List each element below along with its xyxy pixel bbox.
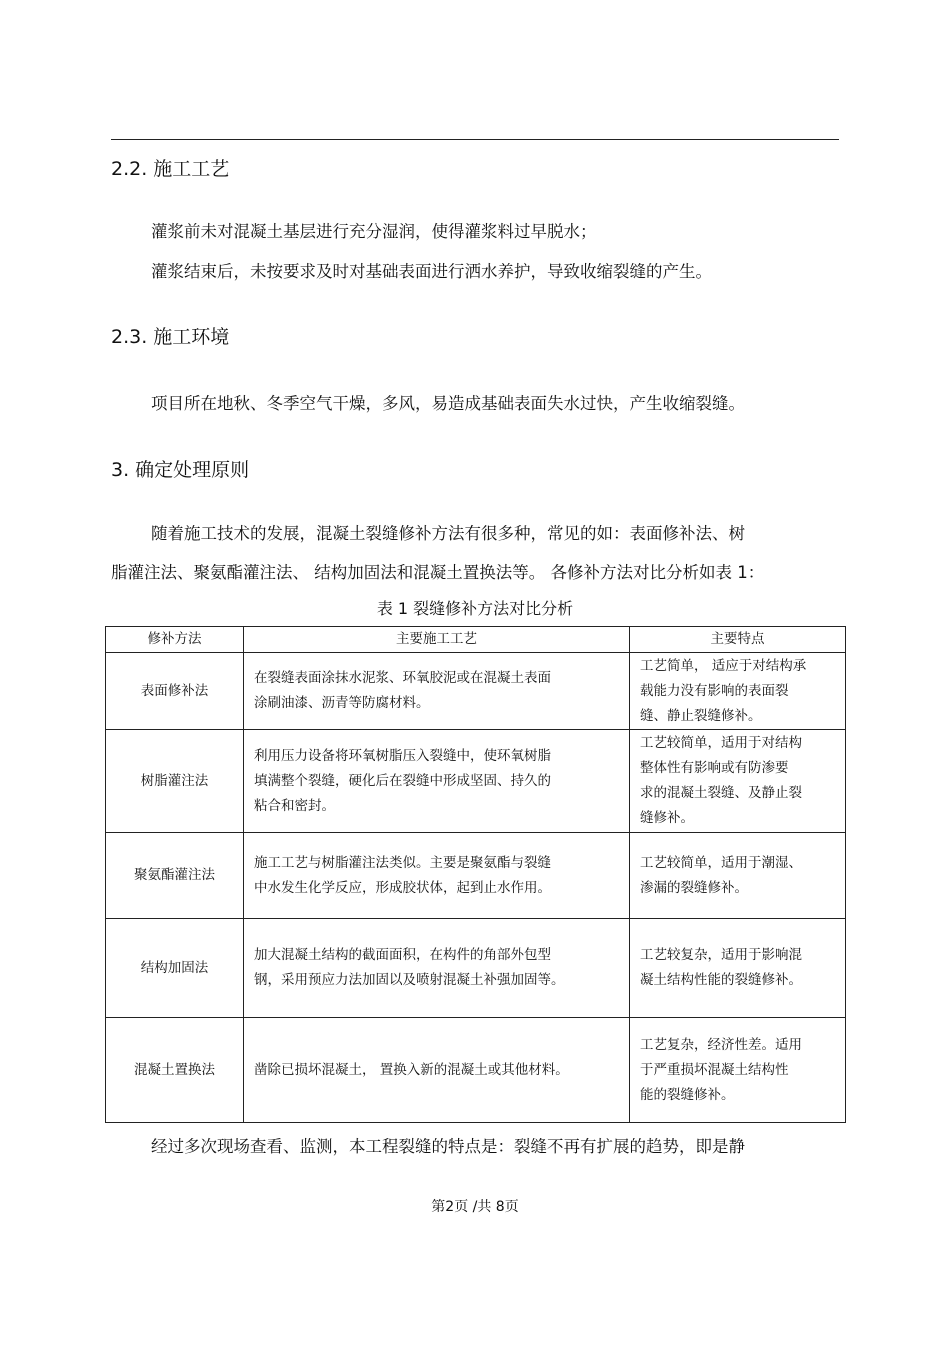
section-3-title: 3. 确定处理原则 xyxy=(111,459,250,481)
method-cell: 树脂灌注法 xyxy=(106,730,244,833)
features-line: 于严重损坏混凝土结构性 xyxy=(640,1061,789,1078)
process-line: 加大混凝土结构的截面面积，在构件的角部外包型 xyxy=(254,947,551,963)
process-line: 涂刷油漆、沥青等防腐材料。 xyxy=(254,695,430,711)
process-cell xyxy=(244,919,630,1018)
table-row xyxy=(106,730,846,833)
features-line: 渗漏的裂缝修补。 xyxy=(640,879,748,896)
section-3-line-2: 脂灌注法、聚氨酯灌注法、 结构加固法和混凝土置换法等。 各修补方法对比分析如表 1： xyxy=(111,563,765,582)
method-cell: 结构加固法 xyxy=(106,919,244,1018)
method-cell: 表面修补法 xyxy=(106,653,244,730)
section-2-2-line-1: 灌浆前未对混凝土基层进行充分湿润，使得灌浆料过早脱水； xyxy=(151,222,597,241)
table-row xyxy=(106,833,846,919)
table-header-row xyxy=(106,627,846,653)
process-line: 粘合和密封。 xyxy=(254,797,335,814)
header-method: 修补方法 xyxy=(106,627,244,653)
method-cell: 聚氨酯灌注法 xyxy=(106,833,244,919)
method-cell: 混凝土置换法 xyxy=(106,1018,244,1123)
table-row xyxy=(106,919,846,1018)
process-line: 钢，采用预应力法加固以及喷射混凝土补强加固等。 xyxy=(254,972,565,988)
section-2-3-title: 2.3. 施工环境 xyxy=(111,326,230,348)
process-line: 施工工艺与树脂灌注法类似。主要是聚氨酯与裂缝 xyxy=(254,854,551,871)
section-2-2-title: 2.2. 施工工艺 xyxy=(111,158,230,180)
process-cell xyxy=(244,730,630,833)
process-line: 利用压力设备将环氧树脂压入裂缝中，使环氧树脂 xyxy=(254,747,551,764)
section-2-3-line-1: 项目所在地秋、冬季空气干燥，多风，易造成基础表面失水过快，产生收缩裂缝。 xyxy=(151,394,745,413)
process-cell xyxy=(244,833,630,919)
features-cell xyxy=(630,833,846,919)
features-line: 工艺较简单，适用于潮湿、 xyxy=(640,854,802,871)
section-3-line-1: 随着施工技术的发展，混凝土裂缝修补方法有很多种，常见的如：表面修补法、树 xyxy=(151,524,745,543)
features-line: 载能力没有影响的表面裂 xyxy=(640,682,789,699)
process-line: 凿除已损坏混凝土， 置换入新的混凝土或其他材料。 xyxy=(254,1061,569,1078)
features-line: 求的混凝土裂缝、及静止裂 xyxy=(640,785,802,801)
features-line: 缝修补。 xyxy=(640,810,694,826)
page-footer: 第2页 /共 8页 xyxy=(431,1199,519,1215)
features-line: 缝、静止裂缝修补。 xyxy=(640,707,762,724)
header-rule xyxy=(111,139,839,140)
features-line: 工艺较复杂，适用于影响混 xyxy=(640,947,802,963)
features-line: 凝土结构性能的裂缝修补。 xyxy=(640,972,802,988)
features-cell xyxy=(630,919,846,1018)
table-row xyxy=(106,653,846,730)
features-line: 能的裂缝修补。 xyxy=(640,1086,735,1103)
process-cell xyxy=(244,1018,630,1123)
features-line: 工艺较简单，适用于对结构 xyxy=(640,735,802,751)
header-features: 主要特点 xyxy=(630,627,846,653)
table-caption: 表 1 裂缝修补方法对比分析 xyxy=(376,599,574,618)
features-line: 整体性有影响或有防渗要 xyxy=(640,760,789,776)
table-row xyxy=(106,1018,846,1123)
section-2-2-line-2: 灌浆结束后，未按要求及时对基础表面进行洒水养护，导致收缩裂缝的产生。 xyxy=(151,262,712,281)
features-cell xyxy=(630,1018,846,1123)
features-line: 工艺简单， 适应于对结构承 xyxy=(640,657,807,674)
process-line: 在裂缝表面涂抹水泥浆、环氧胶泥或在混凝土表面 xyxy=(254,670,551,686)
process-line: 中水发生化学反应，形成胶状体，起到止水作用。 xyxy=(254,879,551,896)
process-cell xyxy=(244,653,630,730)
header-process: 主要施工工艺 xyxy=(244,627,630,653)
features-cell xyxy=(630,730,846,833)
features-line: 工艺复杂，经济性差。适用 xyxy=(640,1036,802,1053)
after-table-paragraph: 经过多次现场查看、监测，本工程裂缝的特点是：裂缝不再有扩展的趋势，即是静 xyxy=(151,1137,745,1156)
process-line: 填满整个裂缝，硬化后在裂缝中形成坚固、持久的 xyxy=(254,772,551,789)
features-cell xyxy=(630,653,846,730)
comparison-table xyxy=(105,626,846,1123)
